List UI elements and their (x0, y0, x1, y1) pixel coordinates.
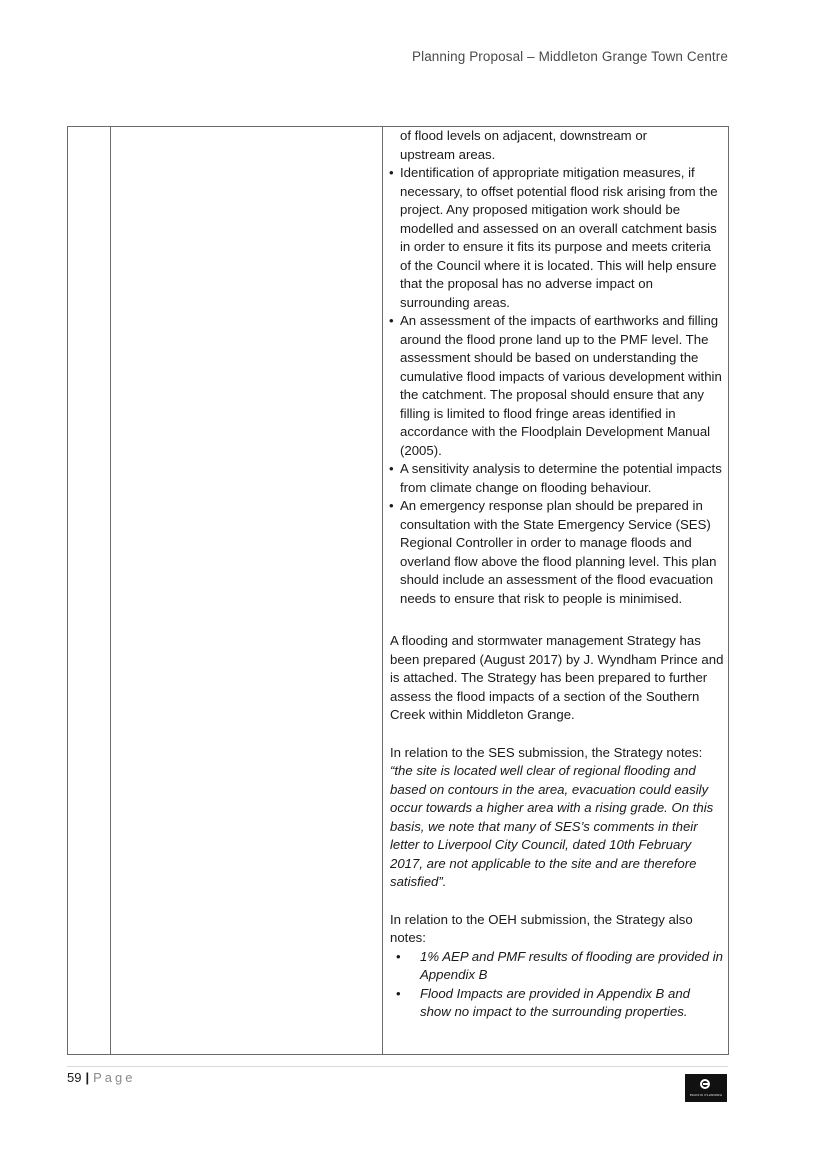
column-divider (382, 127, 383, 1054)
response-cell (390, 127, 724, 1022)
bullet-icon: • (389, 461, 394, 476)
list-item: • 1% AEP and PMF results of flooding are provided in Appendix B (396, 948, 723, 982)
footer-divider (67, 1066, 728, 1067)
list-item: • A sensitivity analysis to determine the potential impacts from climate change on flooding behaviour. (389, 461, 722, 495)
ses-paragraph: In relation to the SES submission, the Strategy notes: (390, 744, 703, 760)
bullet-icon: • (389, 313, 394, 328)
column-divider (110, 127, 111, 1054)
bullet-continuation-line: of flood levels on adjacent, downstream or (400, 128, 648, 143)
logo-mark-icon (700, 1079, 710, 1089)
page-number: 59 | Page (67, 1070, 136, 1085)
strategy-paragraph: A flooding and stormwater management Strategy has been prepared (August 2017) by J. Wyndham Prince and is attached. The Strategy has been prepared to further assess the flood impacts of a section of the Southern Creek within Middleton Grange. (390, 633, 724, 722)
bullet-continuation-line: upstream areas. (400, 146, 496, 162)
bullet-icon: • (389, 165, 394, 180)
list-item: • An emergency response plan should be prepared in consultation with the State Emergency Service (SES) Regional Controller in order to manage floods and overland flow above the flood planning level. This plan should include an assessment of the flood evacuation needs to ensure that risk to people is minimised. (389, 498, 717, 606)
strategy-quote: “the site is located well clear of regional flooding and based on contours in the area, evacuation could easily occur towards a higher area with a rising grade. On this basis, we note that many of SES’s comments in their letter to Liverpool City Council, dated 10th February 2017, are not applicable to the site and are therefore satisfied”. (390, 763, 714, 889)
bullet-icon: • (396, 985, 401, 1001)
bullet-icon: • (389, 498, 394, 513)
oeh-list (390, 948, 724, 1022)
list-item: • An assessment of the impacts of earthworks and filling around the flood prone land up to the PMF level. The assessment should be based on understanding the cumulative flood impacts of various development within the catchment. The proposal should ensure that any filling is limited to flood fringe areas identified in accordance with the Floodplain Development Manual (2005). (389, 313, 722, 458)
bullet-continuation (390, 127, 724, 164)
requirements-list (390, 164, 724, 608)
list-item: • Flood Impacts are provided in Appendix B and show no impact to the surrounding properties. (396, 985, 691, 1019)
bullet-icon: • (396, 948, 401, 964)
running-header-title: Planning Proposal – Middleton Grange Town Centre (412, 49, 728, 64)
company-logo: PACIFIC PLANNING (685, 1074, 727, 1102)
comments-table (67, 126, 729, 1055)
oeh-paragraph: In relation to the OEH submission, the Strategy also notes: (390, 911, 693, 945)
list-item: • Identification of appropriate mitigation measures, if necessary, to offset potential flood risk arising from the project. Any proposed mitigation work should be modelled and assessed on an overall catchment basis in order to ensure it fits its purpose and meets criteria of the Council where it is located. This will help ensure that the proposal has no adverse impact on surrounding areas. (389, 165, 718, 310)
